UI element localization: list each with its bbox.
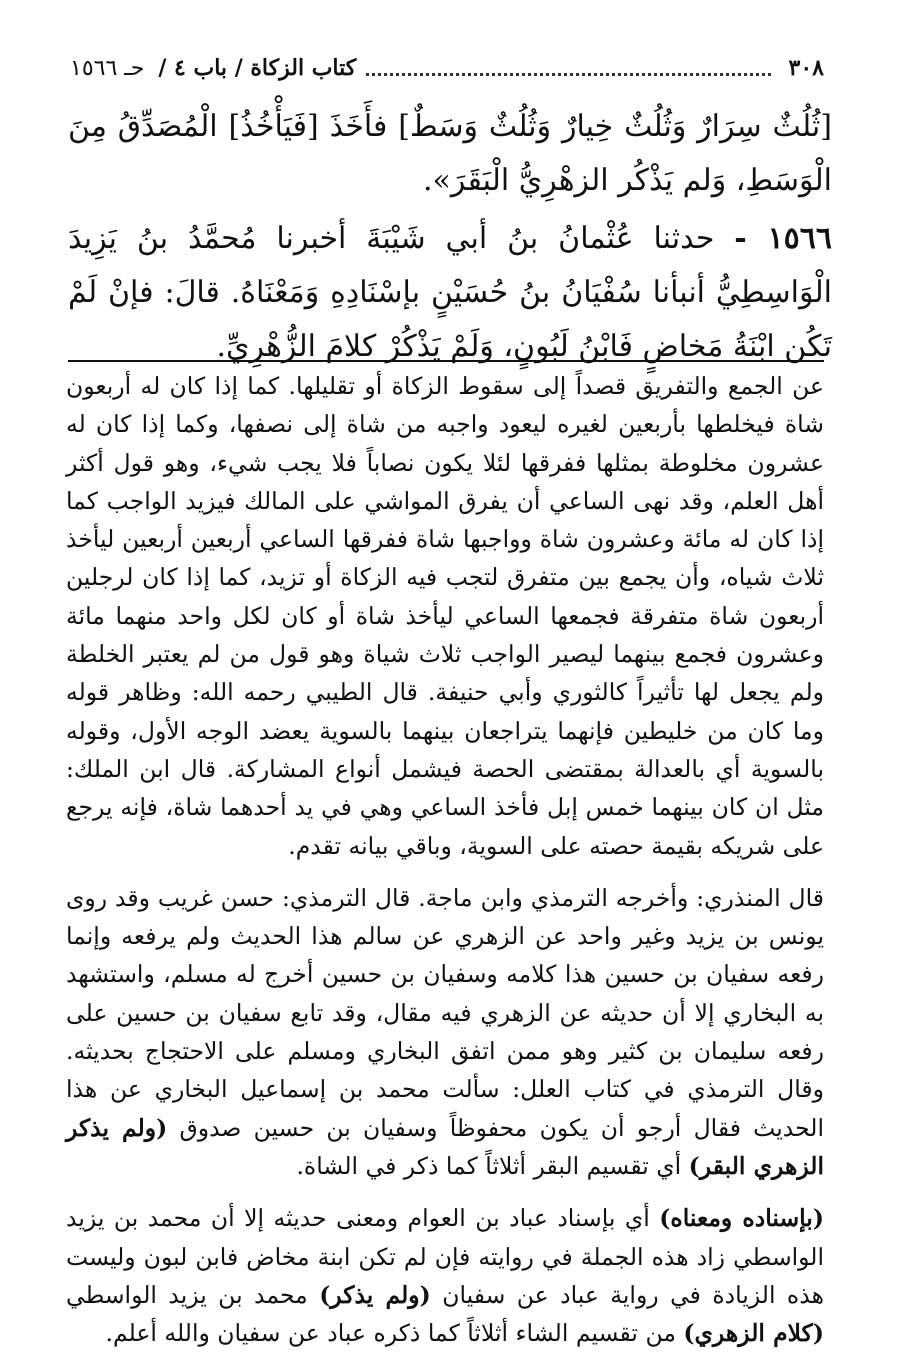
header-dot-leader xyxy=(366,73,770,76)
hadith-reference: حـ ١٥٦٦ xyxy=(70,55,145,81)
quoted-phrase-kalam: (كلام الزهري) xyxy=(683,1319,824,1348)
isnad-explanation: أي بإسناد عباد بن العوام ومعنى حديثه إلا أن محمد بن يزيد الواسطي زاد هذه الجملة في روايته فإن لم تكن ابنة مخاض فابن لبون وليست هذه الزيادة في رواية عباد عن سفيان xyxy=(66,1204,824,1309)
page-number: ٣٠٨ xyxy=(788,55,824,81)
running-header xyxy=(70,48,824,88)
commentary-paragraph-2 xyxy=(66,879,824,1185)
commentary-paragraph-3 xyxy=(66,1199,824,1352)
quoted-phrase-baqar: (ولم يذكر الزهري البقر) xyxy=(66,1113,824,1180)
hadith-paragraph xyxy=(68,212,832,374)
hadith-number: ١٥٦٦ - xyxy=(734,221,832,256)
quoted-phrase-lam-yadhkur: (ولم يذكر) xyxy=(319,1280,431,1309)
footnote-separator xyxy=(68,360,824,362)
mundhiri-note: قال المنذري: وأخرجه الترمذي وابن ماجة. قال الترمذي: حسن غريب وقد روى يونس بن يزيد وغير واحد عن الزهري عن سالم هذا الحديث ولم يرفعه وإنما رفعه سفيان بن حسين هذا كلامه وسفيان بن حسين أخرج له مسلم، واستشهد به البخاري إلا أن حديثه عن الزهري فيه مقال، وقد تابع سفيان بن حسين على رفعه سليمان بن كثير وهو ممن اتفق البخاري ومسلم على الاحتجاج بحديثه. وقال الترمذي في كتاب العلل: سألت محمد بن إسماعيل البخاري عن هذا الحديث فقال أرجو أن يكون محفوظاً وسفيان بن حسين صدوق xyxy=(66,883,824,1142)
book-chapter-title: كتاب الزكاة / باب ٤ / xyxy=(158,55,357,81)
commentary xyxy=(66,367,824,1352)
commentary-paragraph-1: عن الجمع والتفريق قصداً إلى سقوط الزكاة أو تقليلها. كما إذا كان له أربعون شاة فيخلطها بأربعين لغيره ليعود واجبه من شاة إلى نصفها، وكما إذا كان له عشرون مخلوطة بمثلها ففرقها لئلا يكون نصاباً فلا يجب شيء، وهو قول أكثر أهل العلم، وقد نهى الساعي أن يفرق المواشي على المالك فيزيد الواجب كما إذا كان له مائة وعشرون شاة وواجبها شاة ففرقها الساعي أربعين أربعين ليأخذ ثلاث شياه، وأن يجمع بين متفرق لتجب فيه الزكاة أو تزيد، كما إذا كان لرجلين أربعون شاة متفرقة فجمعها الساعي ليأخذ شاة أو كان لكل واحد منهما مائة وعشرون فجمع بينهما ليصير الواجب ثلاث شياة وهو قول من لم يعتبر الخلطة ولم يجعل لها تأثيراً كالثوري وأبي حنيفة. قال الطيبي رحمه الله: وظاهر قوله وما كان من خليطين فإنهما يتراجعان بينهما بالسوية يعضد الوجه الأول، وقوله بالسوية أي بالعدالة بمقتضى الحصة فيشمل أنواع المشاركة. قال ابن الملك: مثل ان كان بينهما خمس إبل فأخذ الساعي وهي في يد أحدهما شاة، فإنه يرجع على شريكه بقيمة حصته على السوية، وباقي بيانه تقدم. xyxy=(66,372,824,860)
quoted-phrase-isnad: (بإسناده ومعناه) xyxy=(659,1204,824,1233)
continuation-paragraph: [ثُلُثٌ سِرَارٌ وَثُلُثٌ خِيارٌ وَثُلُثٌ وَسَطٌ] فأَخَذَ [فَيَأْخُذُ] الْمُصَدِّقُ مِنَ الْوَسَطِ، وَلم يَذْكُر الزهْرِيُّ الْبَقَرَ». xyxy=(68,109,832,198)
closing-explanation: من تقسيم الشاء أثلاثاً كما ذكره عباد عن سفيان والله أعلم. xyxy=(105,1319,676,1348)
hadith-text: حدثنا عُثْمانُ بنُ أبي شَيْبَةَ أخبرنا مُحمَّدُ بنُ يَزِيدَ الْوَاسِطِيُّ أنبأنا سُفْيَانُ بنُ حُسَيْنٍ بإسْنَادِهِ وَمَعْنَاهُ. قالَ: فإنْ لَمْ تَكُن ابْنَةُ مَخاضٍ فَابْنُ لَبُونٍ، وَلَمْ يَذْكُرْ كلامَ الزُّهْرِيِّ. xyxy=(68,221,832,364)
narrator-name: محمد بن يزيد الواسطي xyxy=(66,1280,308,1309)
main-text xyxy=(68,100,832,378)
baqar-explanation: أي تقسيم البقر أثلاثاً كما ذكر في الشاة. xyxy=(296,1151,682,1180)
